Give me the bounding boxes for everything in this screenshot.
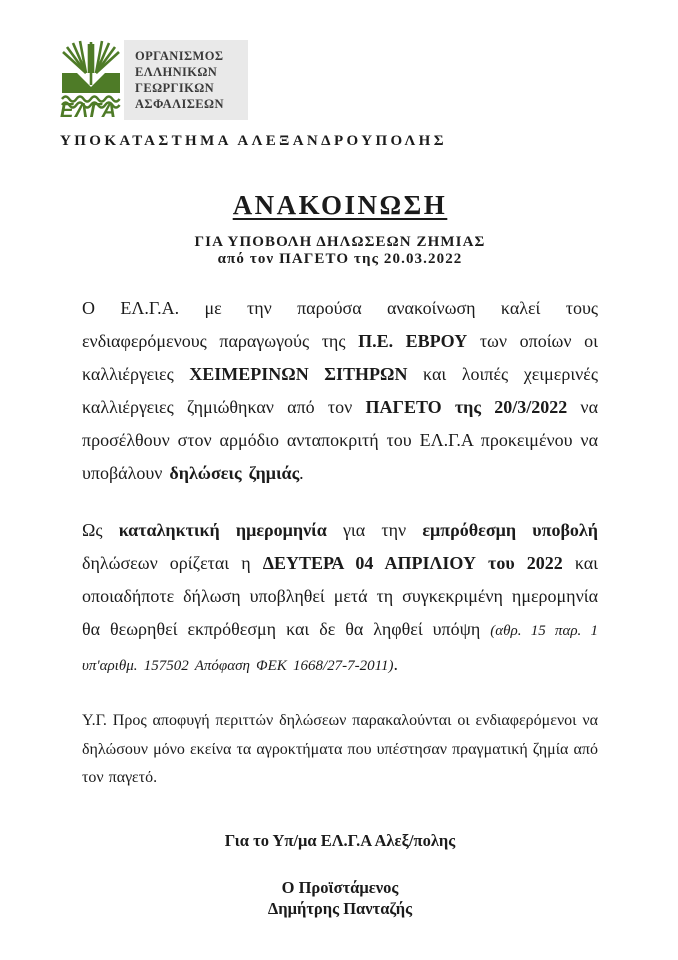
- branch-title: ΥΠΟΚΑΤΑΣΤΗΜΑ ΑΛΕΞΑΝΔΡΟΥΠΟΛΗΣ: [60, 133, 447, 149]
- announcement-subtitle: [82, 234, 598, 268]
- elga-logo-text: ΕΛΓΑ: [60, 100, 118, 118]
- announcement-title: ΑΝΑΚΟΙΝΩΣΗ: [232, 190, 448, 220]
- elga-wheat-water-icon: [60, 40, 122, 118]
- org-name-line: ΕΛΛΗΝΙΚΩΝ: [135, 65, 218, 79]
- paragraph-call-for-declarations: Ο ΕΛ.Γ.Α. με την παρούσα ανακοίνωση καλεί τους ενδιαφερόμενους παραγωγούς της Π.Ε. ΕΒΡΟΥ των οποίων οι καλλιέργειες ΧΕΙΜΕΡΙΝΩΝ ΣΙΤΗΡΩΝ και λοιπές χειμερινές καλλιέργειες ζημιώθηκαν από τον ΠΑΓΕΤΟ της 20/3/2022 να προσέλθουν στον αρμόδιο ανταποκριτή του ΕΛ.Γ.Α προκειμένου να υποβάλουν δηλώσεις ζημιάς.: [82, 298, 598, 483]
- brand-row: [60, 40, 598, 120]
- signature-name: Δημήτρης Πανταζής: [267, 898, 413, 918]
- org-name-line: ΓΕΩΡΓΙΚΩΝ: [135, 81, 215, 95]
- title-block: [82, 190, 598, 268]
- paragraph-deadline: Ως καταληκτική ημερομηνία για την εμπρόθεσμη υποβολή δηλώσεων ορίζεται η ΔΕΥΤΕΡΑ 04 ΑΠΡΙΛΙΟΥ του 2022 και οποιαδήποτε δήλωση υποβληθεί μετά τη συγκεκριμένη ημερομηνία θα θεωρηθεί εκπρόθεσμη και δε θα ληφθεί υπόψη (αθρ. 15 παρ. 1 υπ'αριθμ. 157502 Απόφαση ΦΕΚ 1668/27-7-2011).: [82, 520, 599, 674]
- org-name-line: ΟΡΓΑΝΙΣΜΟΣ: [135, 49, 224, 63]
- signature-block: [82, 877, 598, 919]
- subtitle-line-2: από τον ΠΑΓΕΤΟ της 20.03.2022: [217, 251, 463, 267]
- postscript-note: Υ.Γ. Προς αποφυγή περιττών δηλώσεων παρακαλούνται οι ενδιαφερόμενοι να δηλώσουν μόνο εκείνα τα αγροκτήματα που υπέστησαν πραγματική ζημία από τον παγετό.: [82, 712, 598, 786]
- document-header: [60, 40, 598, 150]
- org-name-box: [124, 40, 248, 120]
- signature-role: Ο Προϊστάμενος: [281, 877, 399, 897]
- signature-for-line: Για το Υπ/μα ΕΛ.Γ.Α Αλεξ/πολης: [224, 830, 456, 850]
- org-name-line: ΑΣΦΑΛΙΣΕΩΝ: [135, 97, 224, 111]
- subtitle-line-1: ΓΙΑ ΥΠΟΒΟΛΗ ΔΗΛΩΣΕΩΝ ΖΗΜΙΑΣ: [194, 234, 486, 250]
